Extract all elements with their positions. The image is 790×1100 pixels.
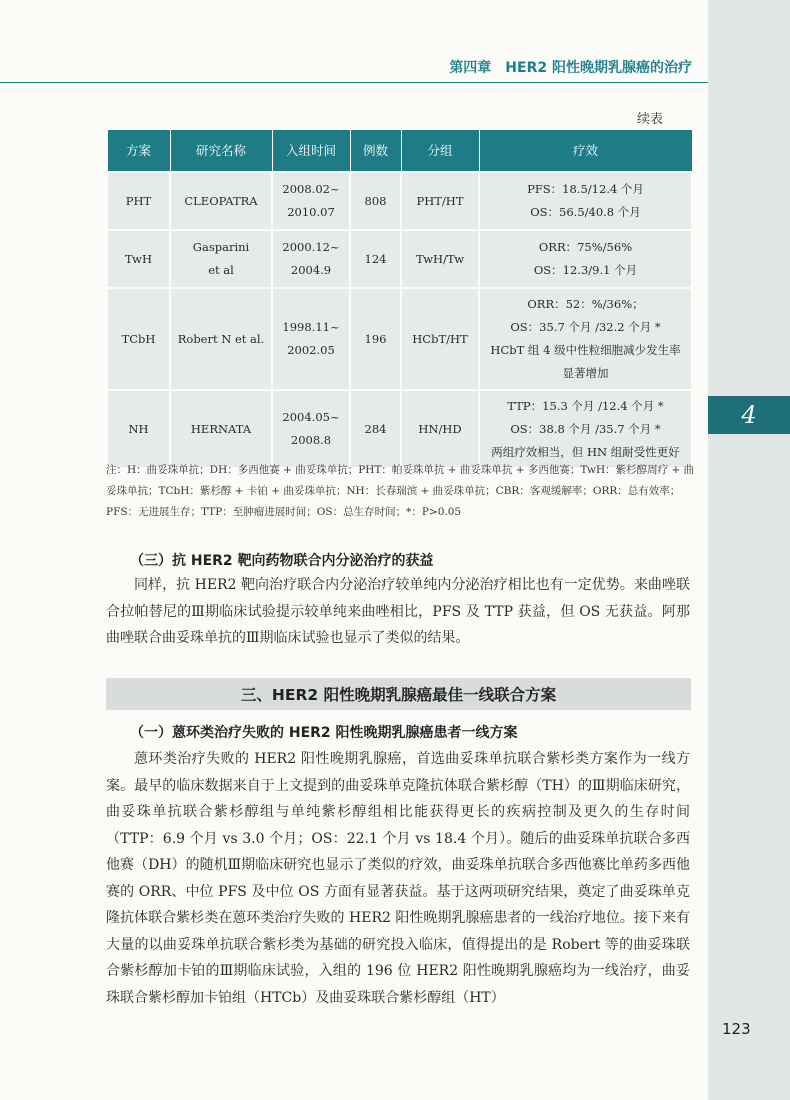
cell-line: 2010.07 xyxy=(287,205,335,219)
cell-enroll xyxy=(272,230,350,288)
section-heading: （三）抗 HER2 靶向药物联合内分泌治疗的获益 xyxy=(130,553,434,569)
cell-efficacy xyxy=(479,390,692,468)
cell-line: 两组疗效相当，但 HN 组耐受性更好 xyxy=(491,444,680,459)
cell-study: HERNATA xyxy=(170,390,272,468)
cell-line: 2000.12~ xyxy=(282,240,340,254)
cell-line: Gasparini xyxy=(192,240,250,254)
cell-n: 284 xyxy=(350,390,401,468)
col-header-n: 例数 xyxy=(350,130,401,172)
cell-line: 2008.8 xyxy=(290,433,332,447)
cell-line: 2004.9 xyxy=(290,263,332,277)
cell-line: et al xyxy=(208,263,234,277)
cell-line: 2008.02~ xyxy=(282,182,340,196)
cell-line: 1998.11~ xyxy=(282,320,340,334)
cell-group: HN/HD xyxy=(401,390,479,468)
major-section-band xyxy=(106,678,691,710)
cell-line: TTP：15.3 个月 /12.4 个月 * xyxy=(507,398,664,413)
cell-n: 124 xyxy=(350,230,401,288)
running-title: 第四章 HER2 阳性晚期乳腺癌的治疗 xyxy=(449,60,692,76)
section-heading: （一）蒽环类治疗失败的 HER2 阳性晚期乳腺癌患者一线方案 xyxy=(130,725,518,741)
cell-line: 2004.05~ xyxy=(282,410,340,424)
col-header-efficacy: 疗效 xyxy=(479,130,692,172)
results-table xyxy=(106,130,693,469)
table-row xyxy=(107,288,692,390)
cell-group: TwH/Tw xyxy=(401,230,479,288)
table-row xyxy=(107,172,692,230)
body-paragraph: 蒽环类治疗失败的 HER2 阳性晚期乳腺癌，首选曲妥珠单抗联合紫杉类方案作为一线方案。最早的临床数据来自于上文提到的曲妥珠单克隆抗体联合紫杉醇（TH）的Ⅲ期临床研究，曲妥珠单抗联合紫杉醇组与单纯紫杉醇组相比能获得更长的疾病控制及更久的生存时间（TTP：6.9 个月 vs 3.0 个月；OS：22.1 个月 vs 18.4 个月）。随后的曲妥珠单抗联合多西他赛（DH）的随机Ⅲ期临床研究也显示了类似的疗效，曲妥珠单抗联合多西他赛比单药多西他赛的 ORR、中位 PFS 及中位 OS 方面有显著获益。基于这两项研究结果，奠定了曲妥珠单克隆抗体联合紫杉类在蒽环类治疗失败的 HER2 阳性晚期乳腺癌患者的一线治疗地位。接下来有大量的以曲妥珠单抗联合紫杉类为基础的研究投入临床，值得提出的是 Robert 等的曲妥珠联合紫杉醇加卡铂的Ⅲ期临床试验，入组的 196 位 HER2 阳性晚期乳腺癌均为一线治疗，曲妥珠联合紫杉醇加卡铂组（HTCb）及曲妥珠联合紫杉醇组（HT） xyxy=(106,751,690,1006)
cell-study xyxy=(170,230,272,288)
table-row xyxy=(107,230,692,288)
page-number: 123 xyxy=(722,1020,751,1038)
header-rule xyxy=(0,82,708,83)
cell-n: 196 xyxy=(350,288,401,390)
chapter-tab: 4 xyxy=(708,396,790,434)
cell-enroll xyxy=(272,288,350,390)
cell-line: 显著增加 xyxy=(562,366,609,380)
cell-study: CLEOPATRA xyxy=(170,172,272,230)
body-paragraph: 同样，抗 HER2 靶向治疗联合内分泌治疗较单纯内分泌治疗相比也有一定优势。来曲唑联合拉帕替尼的Ⅲ期临床试验提示较单纯来曲唑相比，PFS 及 TTP 获益，但 OS 无获益。阿那曲唑联合曲妥珠单抗的Ⅲ期临床试验也显示了类似的结果。 xyxy=(106,577,690,646)
cell-regimen: PHT xyxy=(107,172,170,230)
cell-enroll xyxy=(272,390,350,468)
cell-line: 2002.05 xyxy=(287,343,335,357)
cell-study: Robert N et al. xyxy=(170,288,272,390)
cell-efficacy xyxy=(479,172,692,230)
cell-enroll xyxy=(272,172,350,230)
cell-n: 808 xyxy=(350,172,401,230)
col-header-study: 研究名称 xyxy=(170,130,272,172)
col-header-group: 分组 xyxy=(401,130,479,172)
cell-line: OS：12.3/9.1 个月 xyxy=(533,263,638,277)
cell-efficacy xyxy=(479,288,692,390)
cell-line: OS：38.8 个月 /35.7 个月 * xyxy=(510,421,661,436)
table-row xyxy=(107,390,692,468)
cell-efficacy xyxy=(479,230,692,288)
col-header-enroll: 入组时间 xyxy=(272,130,350,172)
table-continued-label: 续表 xyxy=(637,112,664,127)
cell-group: HCbT/HT xyxy=(401,288,479,390)
cell-line: PFS：18.5/12.4 个月 xyxy=(527,182,644,196)
cell-line: OS：56.5/40.8 个月 xyxy=(530,205,641,219)
running-header xyxy=(0,0,708,84)
cell-regimen: TCbH xyxy=(107,288,170,390)
major-section-title: 三、HER2 阳性晚期乳腺癌最佳一线联合方案 xyxy=(240,686,557,704)
cell-regimen: NH xyxy=(107,390,170,468)
table-header-row xyxy=(107,130,692,172)
cell-group: PHT/HT xyxy=(401,172,479,230)
col-header-regimen: 方案 xyxy=(107,130,170,172)
side-margin-strip xyxy=(708,0,790,1100)
cell-line: HCbT 组 4 级中性粒细胞减少发生率 xyxy=(490,343,681,357)
cell-regimen: TwH xyxy=(107,230,170,288)
table-footnote: 注：H：曲妥珠单抗；DH：多西他赛 + 曲妥珠单抗；PHT：帕妥珠单抗 + 曲妥珠单抗 + 多西他赛；TwH：紫杉醇周疗 + 曲妥珠单抗；TCbH：紫杉醇 + 卡铂 + 曲妥珠单抗；NH：长春瑞滨 + 曲妥珠单抗；CBR：客观缓解率；ORR：总有效率；PFS：无进展生存；TTP：至肿瘤进展时间；OS：总生存时间；*：P>0.05 xyxy=(106,464,695,518)
cell-line: OS：35.7 个月 /32.2 个月 * xyxy=(510,320,661,334)
cell-line: ORR：75%/56% xyxy=(538,240,633,254)
cell-line: ORR：52：%/36%； xyxy=(527,297,644,311)
